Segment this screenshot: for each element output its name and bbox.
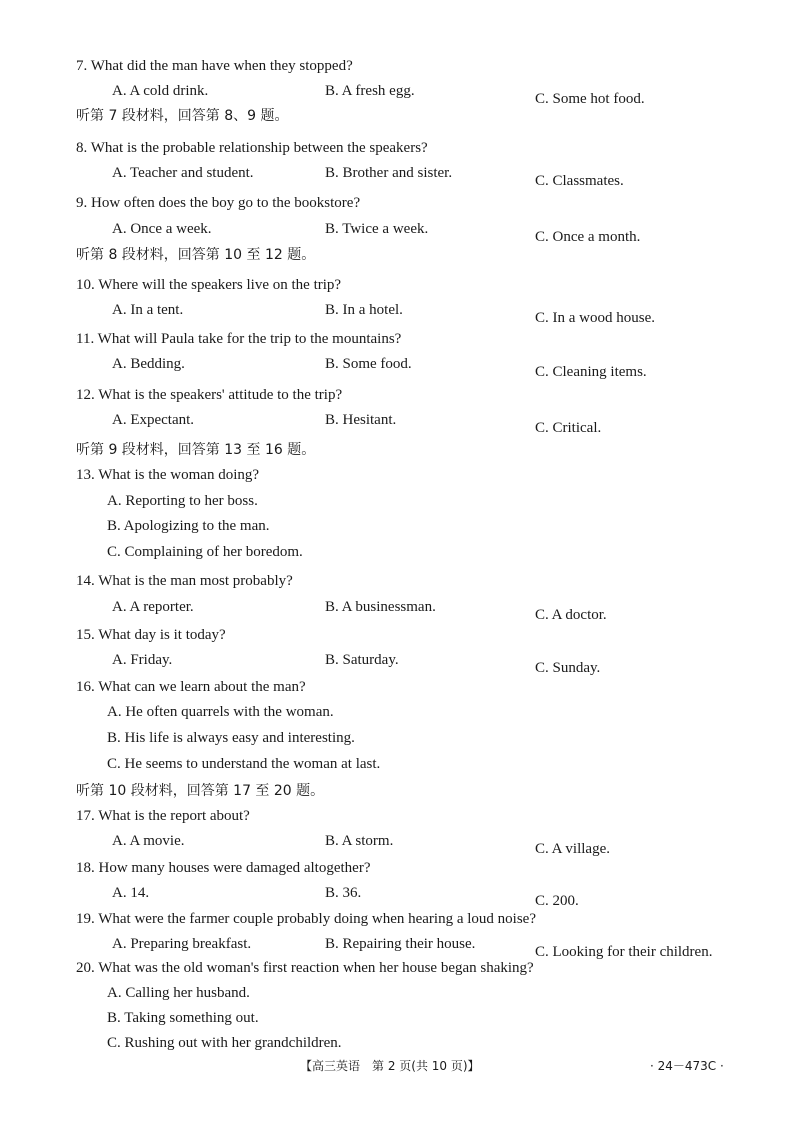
section-instruction: 听第 7 段材料，回答第 8、9 题。 xyxy=(76,108,289,124)
question-stem: 13. What is the woman doing? xyxy=(76,467,260,483)
answer-option: C. 200. xyxy=(535,893,579,909)
answer-option: A. Preparing breakfast. xyxy=(112,936,252,952)
section-instruction: 听第 10 段材料，回答第 17 至 20 题。 xyxy=(76,783,325,799)
answer-option: B. In a hotel. xyxy=(325,302,403,318)
answer-option: A. A cold drink. xyxy=(112,83,209,99)
answer-option: A. A movie. xyxy=(112,833,185,849)
answer-option: C. Some hot food. xyxy=(535,91,645,107)
answer-option: B. A fresh egg. xyxy=(325,83,415,99)
answer-option: B. A businessman. xyxy=(325,599,436,615)
answer-option: B. A storm. xyxy=(325,833,394,849)
question-stem: 15. What day is it today? xyxy=(76,627,226,643)
answer-option: B. Twice a week. xyxy=(325,221,429,237)
answer-option: B. Apologizing to the man. xyxy=(107,518,270,534)
answer-option: A. Teacher and student. xyxy=(112,165,254,181)
page-footer-title: 【高三英语 第 2 页(共 10 页)】 xyxy=(300,1059,480,1073)
answer-option: C. Once a month. xyxy=(535,229,641,245)
question-stem: 19. What were the farmer couple probably doing when hearing a loud noise? xyxy=(76,911,536,927)
answer-option: B. Saturday. xyxy=(325,652,399,668)
answer-option: C. Sunday. xyxy=(535,660,601,676)
question-stem: 11. What will Paula take for the trip to the mountains? xyxy=(76,331,402,347)
answer-option: A. In a tent. xyxy=(112,302,184,318)
answer-option: C. Classmates. xyxy=(535,173,624,189)
answer-option: A. Bedding. xyxy=(112,356,185,372)
question-stem: 17. What is the report about? xyxy=(76,808,250,824)
answer-option: C. Cleaning items. xyxy=(535,364,647,380)
question-stem: 16. What can we learn about the man? xyxy=(76,679,306,695)
answer-option: B. Brother and sister. xyxy=(325,165,453,181)
answer-option: C. Complaining of her boredom. xyxy=(107,544,303,560)
question-stem: 10. Where will the speakers live on the trip? xyxy=(76,277,342,293)
question-stem: 14. What is the man most probably? xyxy=(76,573,293,589)
answer-option: A. A reporter. xyxy=(112,599,194,615)
question-stem: 7. What did the man have when they stopped? xyxy=(76,58,353,74)
question-stem: 18. How many houses were damaged altogether? xyxy=(76,860,371,876)
answer-option: B. Repairing their house. xyxy=(325,936,476,952)
answer-option: B. His life is always easy and interesting. xyxy=(107,730,355,746)
question-stem: 20. What was the old woman's first reaction when her house began shaking? xyxy=(76,960,534,976)
answer-option: B. Some food. xyxy=(325,356,412,372)
page-footer-code: · 24－473C · xyxy=(650,1059,724,1073)
answer-option: B. Hesitant. xyxy=(325,412,397,428)
answer-option: A. Calling her husband. xyxy=(107,985,250,1001)
question-stem: 9. How often does the boy go to the bookstore? xyxy=(76,195,361,211)
answer-option: C. Rushing out with her grandchildren. xyxy=(107,1035,342,1051)
answer-option: A. Once a week. xyxy=(112,221,212,237)
answer-option: C. A village. xyxy=(535,841,610,857)
answer-option: B. Taking something out. xyxy=(107,1010,259,1026)
answer-option: C. Looking for their children. xyxy=(535,944,713,960)
answer-option: C. Critical. xyxy=(535,420,602,436)
answer-option: B. 36. xyxy=(325,885,362,901)
section-instruction: 听第 9 段材料，回答第 13 至 16 题。 xyxy=(76,442,316,458)
question-stem: 12. What is the speakers' attitude to the trip? xyxy=(76,387,343,403)
answer-option: C. A doctor. xyxy=(535,607,607,623)
answer-option: A. Friday. xyxy=(112,652,173,668)
answer-option: A. Reporting to her boss. xyxy=(107,493,258,509)
answer-option: C. In a wood house. xyxy=(535,310,655,326)
section-instruction: 听第 8 段材料，回答第 10 至 12 题。 xyxy=(76,247,316,263)
answer-option: A. 14. xyxy=(112,885,150,901)
question-stem: 8. What is the probable relationship between the speakers? xyxy=(76,140,428,156)
answer-option: A. He often quarrels with the woman. xyxy=(107,704,334,720)
answer-option: A. Expectant. xyxy=(112,412,195,428)
answer-option: C. He seems to understand the woman at last. xyxy=(107,756,381,772)
